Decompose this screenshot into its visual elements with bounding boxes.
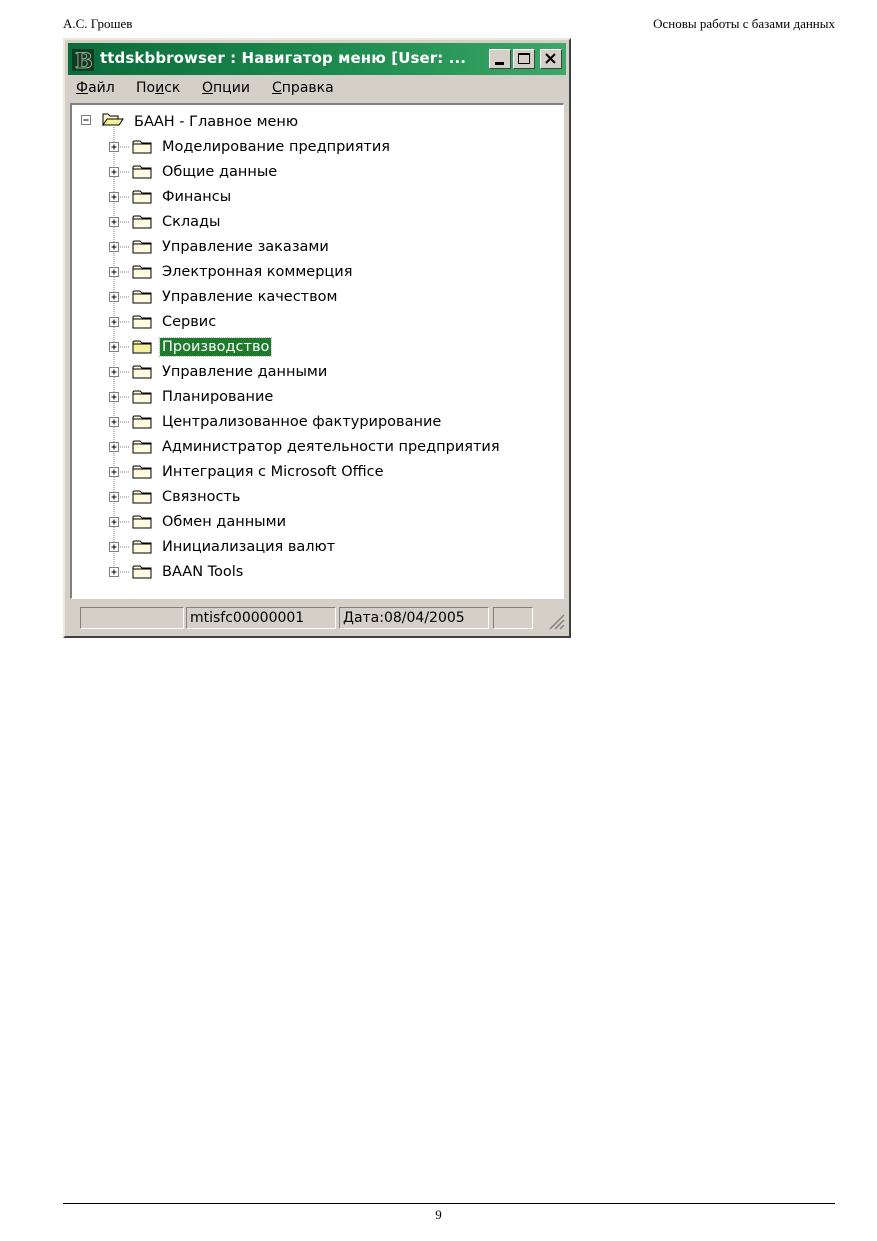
tree-item-label: Администратор деятельности предприятия xyxy=(162,439,500,455)
menu-search[interactable]: Поиск xyxy=(136,80,181,96)
tree-item[interactable] xyxy=(72,461,552,483)
tree-item-label: Обмен данными xyxy=(162,514,286,530)
tree-item-label: Планирование xyxy=(162,389,274,405)
tree-item[interactable] xyxy=(72,486,552,508)
close-button[interactable] xyxy=(540,49,562,69)
menu-browser-window xyxy=(63,38,571,638)
header-author: А.С. Грошев xyxy=(63,16,133,31)
tree-item-label: Сервис xyxy=(162,314,217,330)
tree-root[interactable] xyxy=(72,111,552,133)
svg-text:B: B xyxy=(75,48,93,73)
tree-item[interactable] xyxy=(72,136,552,158)
tree-item[interactable] xyxy=(72,436,552,458)
menu-file[interactable]: Файл xyxy=(76,80,115,96)
tree-item[interactable] xyxy=(72,211,552,233)
tree-item[interactable] xyxy=(72,411,552,433)
tree-item[interactable] xyxy=(72,536,552,558)
maximize-icon xyxy=(514,50,534,68)
tree-item-label: Управление качеством xyxy=(162,289,338,305)
tree-item[interactable] xyxy=(72,261,552,283)
title-bar[interactable] xyxy=(68,43,566,75)
tree-item-label: Производство xyxy=(162,339,270,355)
tree-item-label: Управление данными xyxy=(162,364,328,380)
tree-item-label: Централизованное фактурирование xyxy=(162,414,442,430)
tree-item[interactable] xyxy=(72,561,552,583)
tree-item-label: Управление заказами xyxy=(162,239,329,255)
tree-item[interactable] xyxy=(72,386,552,408)
baan-app-icon xyxy=(71,47,97,73)
tree-item-label: Склады xyxy=(162,214,221,230)
minimize-icon xyxy=(490,50,510,68)
tree-item-label: Общие данные xyxy=(162,164,278,180)
tree-item-label: Электронная коммерция xyxy=(162,264,353,280)
footer-rule xyxy=(63,1203,835,1204)
page-header xyxy=(63,16,835,36)
maximize-button[interactable] xyxy=(513,49,535,69)
tree-item[interactable] xyxy=(72,311,552,333)
menu-tree[interactable] xyxy=(70,103,564,599)
tree-item-label: Моделирование предприятия xyxy=(162,139,391,155)
tree-root-label: БААН - Главное меню xyxy=(134,114,299,130)
menu-bar xyxy=(68,77,566,101)
tree-item[interactable] xyxy=(72,236,552,258)
tree-item[interactable] xyxy=(72,361,552,383)
menu-options[interactable]: Опции xyxy=(202,80,250,96)
header-title: Основы работы с базами данных xyxy=(653,16,835,31)
tree-item-label: Финансы xyxy=(162,189,232,205)
tree-item[interactable] xyxy=(72,511,552,533)
tree-item-label: Интеграция с Microsoft Office xyxy=(162,464,384,480)
status-bar xyxy=(68,606,566,632)
status-date: Дата:08/04/2005 xyxy=(339,607,489,629)
tree-item-label: BAAN Tools xyxy=(162,564,244,580)
window-title: ttdskbbrowser : Навигатор меню [User: ... xyxy=(100,49,467,67)
status-pane-extra xyxy=(493,607,533,629)
status-session: mtisfc00000001 xyxy=(186,607,336,629)
menu-help[interactable]: Справка xyxy=(272,80,334,96)
tree-item[interactable] xyxy=(72,286,552,308)
tree-item[interactable] xyxy=(72,161,552,183)
close-icon xyxy=(541,50,561,68)
tree-item[interactable] xyxy=(72,186,552,208)
status-pane-message xyxy=(80,607,184,629)
resize-grip-icon[interactable] xyxy=(547,612,565,630)
tree-item[interactable] xyxy=(72,336,552,358)
page-number: 9 xyxy=(435,1207,442,1222)
tree-item-label: Связность xyxy=(162,489,241,505)
tree-item-label: Инициализация валют xyxy=(162,539,336,555)
minimize-button[interactable] xyxy=(489,49,511,69)
